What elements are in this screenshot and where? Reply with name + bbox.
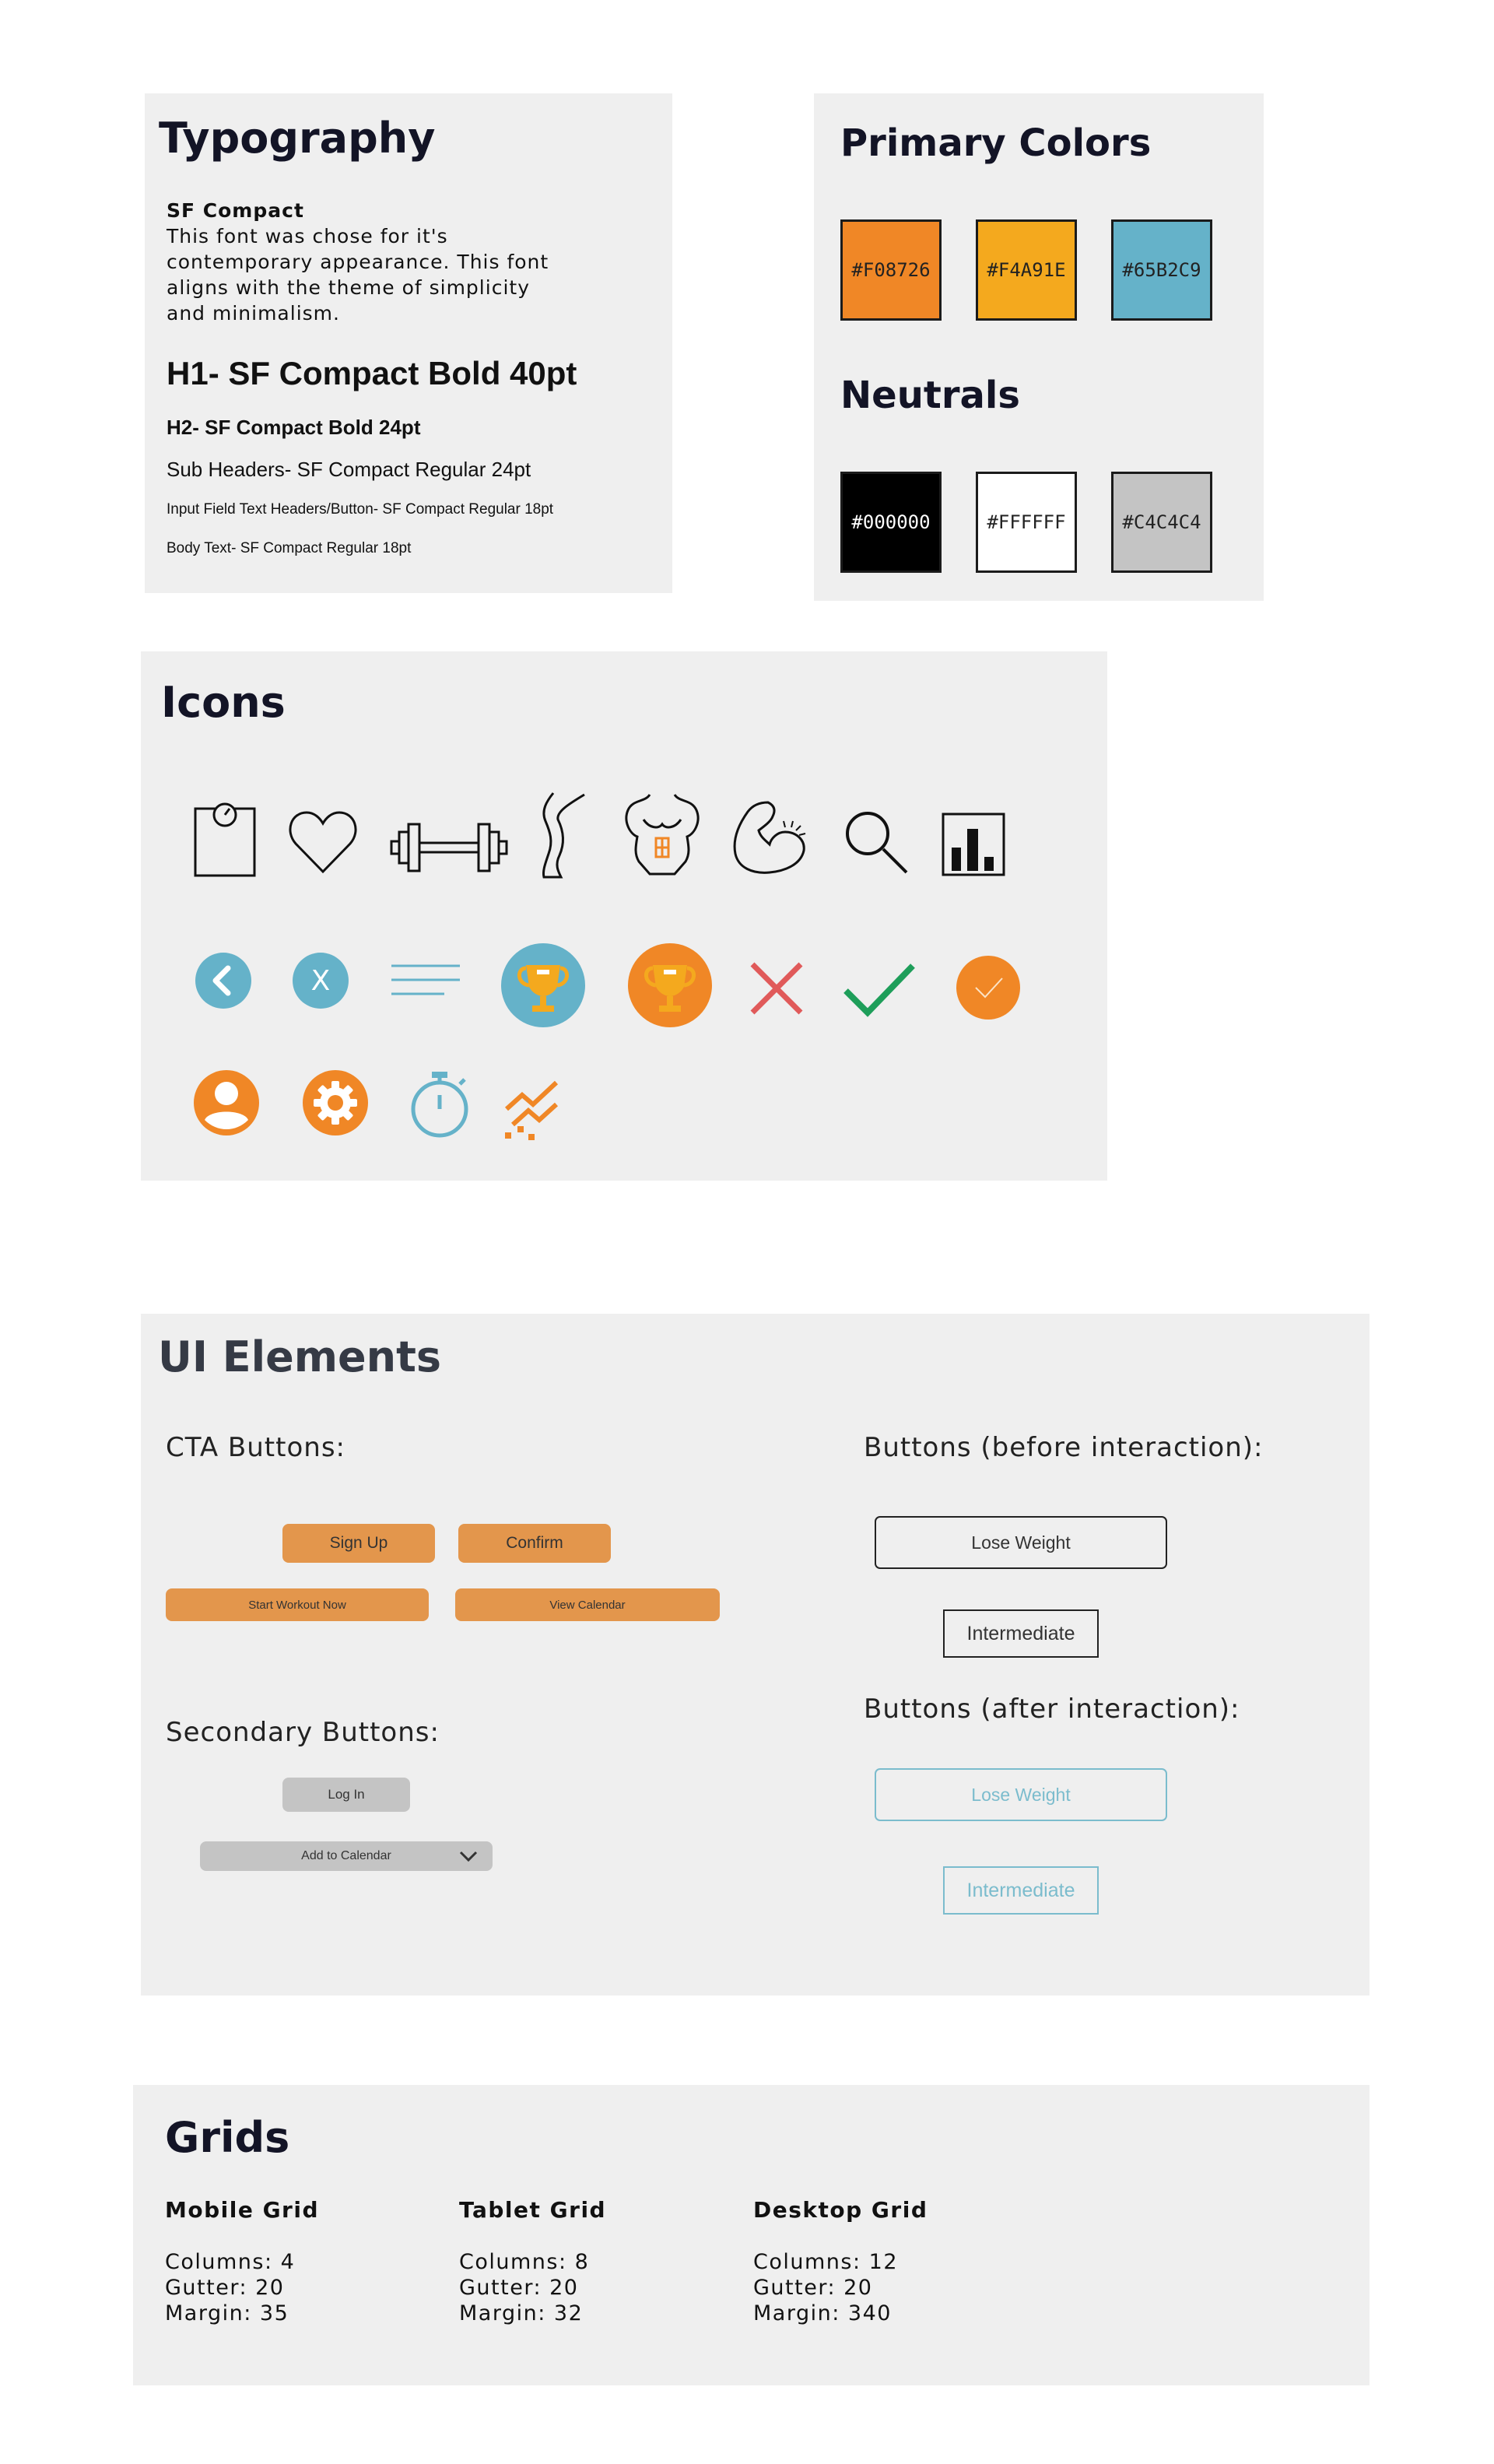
typography-title: Typography	[159, 114, 436, 163]
svg-text:X: X	[310, 965, 331, 997]
grids-title: Grids	[165, 2113, 290, 2162]
icons-title: Icons	[161, 678, 286, 727]
neutrals-title: Neutrals	[840, 374, 1020, 417]
back-icon[interactable]	[194, 951, 253, 1010]
swatch-orange	[840, 219, 942, 321]
swatch-label: #F4A91E	[987, 259, 1066, 281]
subheader-sample: Sub Headers- SF Compact Regular 24pt	[167, 458, 531, 481]
swatch-yellow	[976, 219, 1077, 321]
grid-margin: Margin: 35	[165, 2301, 289, 2325]
leg-icon	[535, 790, 589, 882]
cta-buttons-heading: CTA Buttons:	[166, 1432, 345, 1463]
view-calendar-button[interactable]: View Calendar	[455, 1588, 720, 1621]
swatch-label: #FFFFFF	[987, 511, 1066, 533]
x-mark-icon[interactable]	[749, 961, 804, 1016]
swatch-label: #F08726	[851, 259, 931, 281]
grid-name: Mobile Grid	[165, 2197, 320, 2223]
intermediate-button[interactable]: Intermediate	[943, 1609, 1099, 1658]
stopwatch-icon	[409, 1069, 472, 1140]
grid-name: Desktop Grid	[753, 2197, 928, 2223]
start-workout-button[interactable]: Start Workout Now	[166, 1588, 429, 1621]
h1-sample: H1- SF Compact Bold 40pt	[167, 355, 577, 391]
close-circle-icon[interactable]	[291, 951, 350, 1010]
grid-columns: Columns: 4	[165, 2250, 296, 2274]
grid-gutter: Gutter: 20	[165, 2276, 285, 2300]
icons-panel	[141, 651, 1107, 1181]
menu-icon[interactable]	[390, 963, 461, 1002]
secondary-buttons-heading: Secondary Buttons:	[166, 1717, 440, 1748]
logo-icon	[502, 1078, 561, 1142]
log-in-button[interactable]: Log In	[282, 1778, 410, 1812]
chevron-down-icon	[458, 1849, 479, 1863]
h2-sample: H2- SF Compact Bold 24pt	[167, 416, 421, 439]
add-to-calendar-label: Add to Calendar	[301, 1849, 391, 1862]
trophy-blue-icon	[500, 942, 587, 1029]
tablet-grid	[459, 2197, 606, 2326]
swatch-label: #65B2C9	[1122, 259, 1201, 281]
check-mark-icon[interactable]	[843, 961, 916, 1017]
body-sample: Body Text- SF Compact Regular 18pt	[167, 540, 412, 556]
input-sample: Input Field Text Headers/Button- SF Compact Regular 18pt	[167, 501, 554, 518]
swatch-blue	[1111, 219, 1212, 321]
bar-chart-icon	[941, 812, 1006, 877]
add-to-calendar-dropdown[interactable]	[200, 1841, 493, 1871]
swatch-label: #000000	[851, 511, 931, 533]
grid-name: Tablet Grid	[459, 2197, 607, 2223]
ui-elements-title: UI Elements	[158, 1332, 442, 1381]
swatch-white	[976, 472, 1077, 573]
colors-panel	[814, 93, 1264, 601]
grid-columns: Columns: 12	[753, 2250, 899, 2274]
confirm-button[interactable]: Confirm	[458, 1524, 611, 1563]
heart-icon	[288, 809, 358, 875]
intermediate-selected-button[interactable]: Intermediate	[943, 1866, 1099, 1915]
sign-up-button[interactable]: Sign Up	[282, 1524, 435, 1563]
trophy-orange-icon	[626, 942, 714, 1029]
search-icon	[841, 807, 911, 877]
flexed-arm-icon	[729, 799, 810, 877]
mobile-grid	[165, 2197, 319, 2326]
after-interaction-heading: Buttons (after interaction):	[864, 1694, 1240, 1725]
desktop-grid	[753, 2197, 928, 2326]
before-interaction-heading: Buttons (before interaction):	[864, 1432, 1264, 1463]
check-circle-icon	[956, 955, 1021, 1020]
swatch-black	[840, 472, 942, 573]
grid-margin: Margin: 32	[459, 2301, 584, 2325]
grid-gutter: Gutter: 20	[459, 2276, 579, 2300]
font-description	[167, 198, 571, 326]
font-name: SF Compact	[167, 199, 304, 222]
scale-icon	[192, 798, 258, 879]
grid-margin: Margin: 340	[753, 2301, 892, 2325]
swatch-gray	[1111, 472, 1212, 573]
font-description-text: This font was chose for it's contemporary appearance. This font aligns with the theme of simplicity and minimalism.	[167, 225, 549, 325]
profile-icon[interactable]	[192, 1069, 261, 1137]
dumbbell-icon	[390, 823, 508, 872]
primary-colors-title: Primary Colors	[840, 121, 1152, 165]
grid-columns: Columns: 8	[459, 2250, 590, 2274]
swatch-label: #C4C4C4	[1122, 511, 1201, 533]
chest-icon	[622, 791, 703, 879]
settings-icon[interactable]	[301, 1069, 370, 1137]
ui-elements-panel	[141, 1314, 1370, 1995]
lose-weight-selected-button[interactable]: Lose Weight	[875, 1768, 1167, 1821]
lose-weight-button[interactable]: Lose Weight	[875, 1516, 1167, 1569]
typography-panel	[145, 93, 672, 593]
grid-gutter: Gutter: 20	[753, 2276, 873, 2300]
grids-panel	[133, 2085, 1370, 2385]
